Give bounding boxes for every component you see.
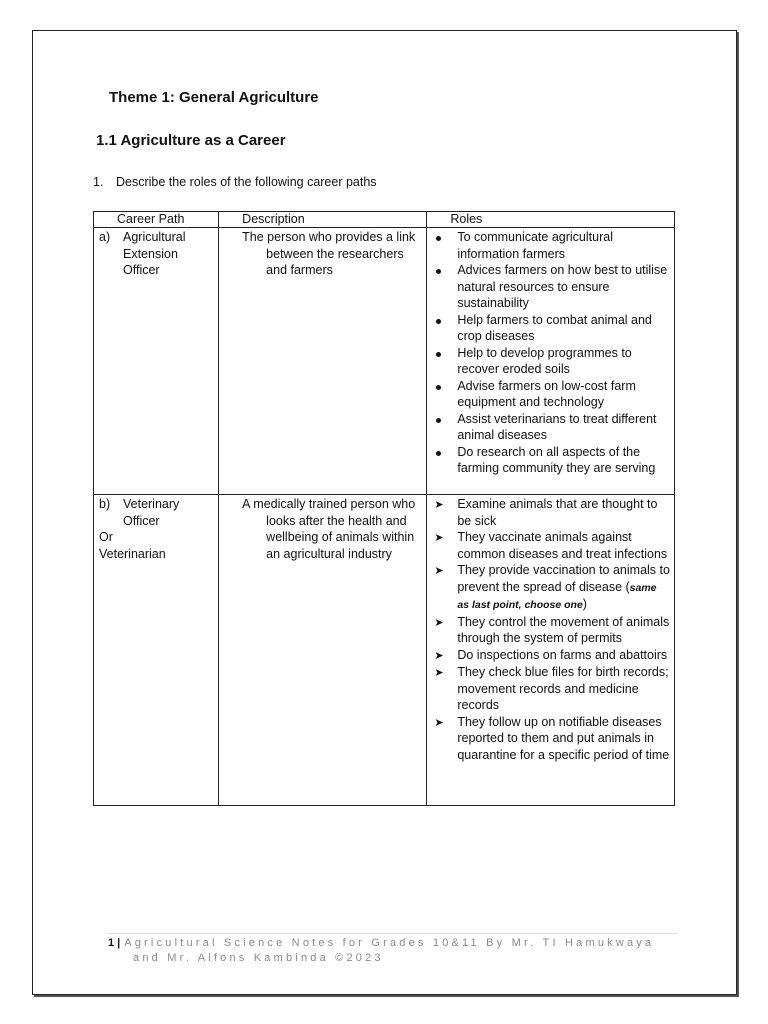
footer-line-1: Agricultural Science Notes for Grades 10&11 By Mr. TI Hamukwaya bbox=[124, 937, 655, 949]
header-description: Description bbox=[219, 212, 427, 228]
question-text: Describe the roles of the following career paths bbox=[116, 175, 377, 189]
table-header-row bbox=[94, 212, 675, 228]
career-path-line: Or bbox=[99, 530, 113, 544]
row-label: b) bbox=[99, 497, 111, 511]
list-item: Assist veterinarians to treat different animal diseases bbox=[433, 411, 670, 444]
career-path-line: Agricultural bbox=[123, 230, 186, 244]
arrow-bullet-icon: ➤ bbox=[434, 716, 444, 729]
bullet-icon bbox=[436, 451, 441, 456]
list-item: ➤ They control the movement of animals through the system of permits bbox=[434, 614, 670, 645]
list-item: ➤ They follow up on notifiable diseases reported to them and put animals in quarantine for a specific period of time bbox=[434, 714, 670, 762]
bullet-icon bbox=[436, 236, 441, 241]
header-roles: Roles bbox=[427, 212, 675, 228]
table-row bbox=[94, 228, 675, 495]
table-row bbox=[94, 495, 675, 806]
description-cell bbox=[219, 495, 427, 806]
list-item: ➤ Examine animals that are thought to be sick bbox=[434, 497, 658, 528]
arrow-bullet-icon: ➤ bbox=[434, 667, 444, 679]
footer-divider bbox=[108, 933, 678, 934]
career-path-cell bbox=[94, 228, 219, 495]
career-path-line: Veterinary bbox=[123, 497, 180, 511]
section-title: 1.1 Agriculture as a Career bbox=[96, 132, 286, 149]
bullet-icon bbox=[436, 319, 441, 324]
arrow-bullet-icon: ➤ bbox=[434, 565, 444, 577]
list-item: Advise farmers on low-cost farm equipment and technology bbox=[433, 378, 670, 411]
career-path-cell bbox=[94, 495, 219, 806]
arrow-bullet-icon: ➤ bbox=[434, 532, 444, 544]
career-path-line: Extension bbox=[123, 246, 178, 261]
arrow-bullet-icon: ➤ bbox=[434, 499, 444, 511]
description-text: The person who provides a link between the researchers and farmers bbox=[242, 230, 416, 277]
list-item: To communicate agricultural information farmers bbox=[433, 229, 670, 262]
row-label: a) bbox=[99, 230, 111, 244]
list-item: ➤ They provide vaccination to animals to prevent the spread of disease (same as last point, choose one) bbox=[434, 563, 670, 611]
page-footer bbox=[108, 936, 678, 966]
career-path-line: Veterinarian bbox=[99, 546, 166, 561]
list-item: ➤ They check blue files for birth records; movement records and medicine records bbox=[434, 665, 669, 712]
page-number: 1 bbox=[108, 937, 115, 949]
theme-title: Theme 1: General Agriculture bbox=[109, 89, 319, 106]
bullet-icon bbox=[436, 418, 441, 423]
list-item: Help to develop programmes to recover eroded soils bbox=[433, 345, 670, 378]
emphasis-note: same as last point, choose one bbox=[457, 581, 657, 611]
description-text: A medically trained person who looks after the health and wellbeing of animals within an agricultural industry bbox=[242, 497, 416, 561]
career-path-line: Officer bbox=[123, 263, 160, 277]
roles-cell bbox=[427, 228, 675, 495]
list-item: Help farmers to combat animal and crop diseases bbox=[433, 312, 670, 345]
list-item: Do research on all aspects of the farming community they are serving bbox=[433, 444, 670, 477]
list-item: ➤ They vaccinate animals against common diseases and treat infections bbox=[434, 530, 668, 561]
question-number: 1. bbox=[93, 175, 104, 189]
roles-cell bbox=[427, 495, 675, 806]
arrow-bullet-icon: ➤ bbox=[434, 649, 444, 662]
bullet-icon bbox=[436, 385, 441, 390]
career-path-line: Officer bbox=[123, 513, 160, 528]
bullet-icon bbox=[436, 352, 441, 357]
footer-line-2: and Mr. Alfons Kambinda ©2023 bbox=[133, 952, 384, 964]
header-career-path: Career Path bbox=[94, 212, 219, 228]
footer-separator: | bbox=[117, 937, 121, 949]
career-table bbox=[93, 211, 675, 806]
arrow-bullet-icon: ➤ bbox=[434, 616, 444, 629]
description-cell bbox=[219, 228, 427, 495]
bullet-icon bbox=[436, 269, 441, 274]
list-item: ➤ Do inspections on farms and abattoirs bbox=[434, 647, 668, 662]
list-item: Advices farmers on how best to utilise natural resources to ensure sustainability bbox=[433, 262, 670, 312]
question bbox=[93, 175, 377, 189]
